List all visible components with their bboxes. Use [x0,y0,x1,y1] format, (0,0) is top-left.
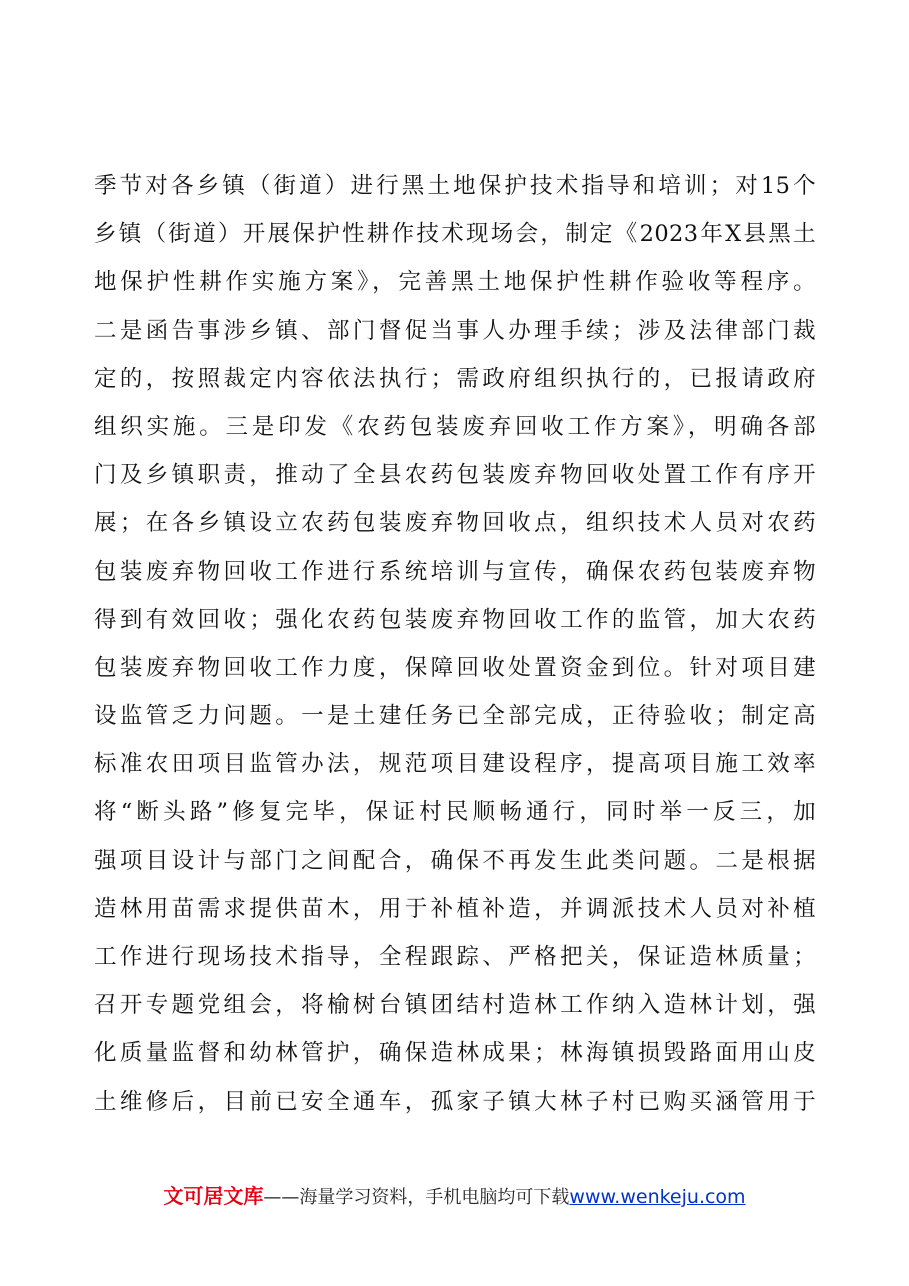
site-link[interactable]: www.wenkeju.com [569,1186,746,1208]
text-line: 土维修后，目前已安全通车，孤家子镇大林子村已购买涵管用于 [94,1088,816,1115]
footer-banner [0,1181,909,1213]
text-line: 召开专题党组会，将榆树台镇团结村造林工作纳入造林计划，强 [94,992,816,1019]
body-text [94,162,816,1126]
text-line: 展；在各乡镇设立农药包装废弃物回收点，组织技术人员对农药 [94,510,816,537]
footer-slogan: ——海量学习资料，手机电脑均可下载 [263,1187,570,1208]
text-line: 将“断头路”修复完毕，保证村民顺畅通行，同时举一反三，加 [94,799,816,826]
text-line: 包装废弃物回收工作力度，保障回收处置资金到位。针对项目建 [94,654,816,681]
text-line: 二是函告事涉乡镇、部门督促当事人办理手续；涉及法律部门裁 [94,317,816,344]
text-line: 强项目设计与部门之间配合，确保不再发生此类问题。二是根据 [94,847,816,874]
text-line: 得到有效回收；强化农药包装废弃物回收工作的监管，加大农药 [94,606,816,633]
text-line: 季节对各乡镇（街道）进行黑土地保护技术指导和培训；对15个 [94,173,816,199]
text-line: 造林用苗需求提供苗木，用于补植补造，并调派技术人员对补植 [94,895,816,922]
text-line: 组织实施。三是印发《农药包装废弃回收工作方案》，明确各部 [94,413,816,440]
text-line: 地保护性耕作实施方案》，完善黑土地保护性耕作验收等程序。 [94,269,816,296]
text-line: 定的，按照裁定内容依法执行；需政府组织执行的，已报请政府 [94,365,816,392]
brand-name: 文可居文库 [163,1184,264,1208]
text-line: 乡镇（街道）开展保护性耕作技术现场会，制定《2023年X县黑土 [94,221,816,248]
text-line: 化质量监督和幼林管护，确保造林成果；林海镇损毁路面用山皮 [94,1040,816,1067]
text-line: 设监管乏力问题。一是土建任务已全部完成，正待验收；制定高 [94,703,816,730]
text-line: 包装废弃物回收工作进行系统培训与宣传，确保农药包装废弃物 [94,558,816,585]
text-line: 工作进行现场技术指导，全程跟踪、严格把关，保证造林质量； [94,944,816,970]
text-line: 标准农田项目监管办法，规范项目建设程序，提高项目施工效率 [94,751,816,778]
text-line: 门及乡镇职责，推动了全县农药包装废弃物回收处置工作有序开 [94,462,816,489]
